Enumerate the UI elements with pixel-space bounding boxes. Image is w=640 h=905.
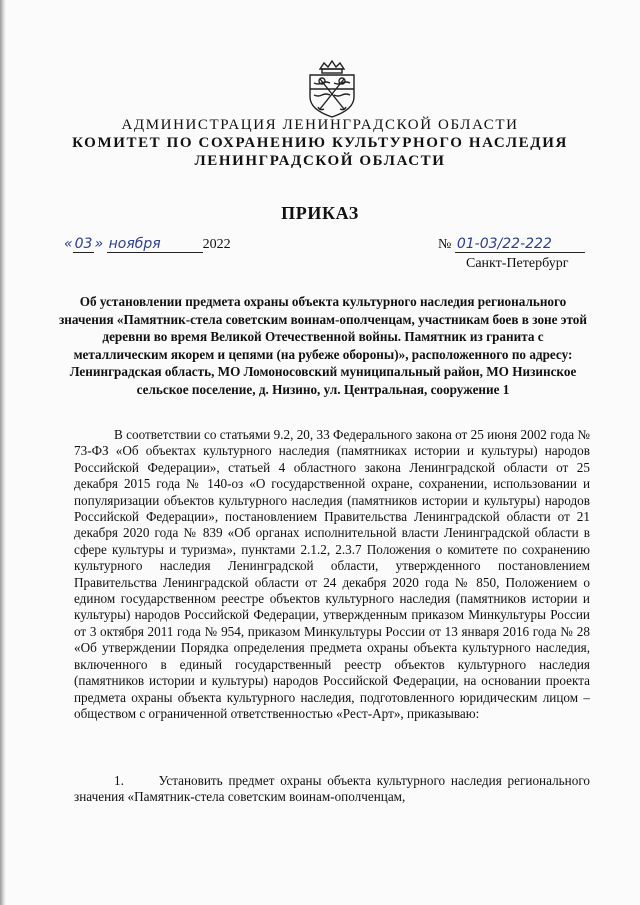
item-number: 1. bbox=[114, 773, 124, 788]
city: Санкт-Петербург bbox=[466, 256, 569, 271]
number-value: 01-03/22-222 bbox=[455, 236, 585, 253]
list-item bbox=[74, 773, 590, 806]
coat-of-arms-icon bbox=[300, 55, 364, 119]
date-month: ноября bbox=[107, 236, 203, 253]
header-region: ЛЕНИНГРАДСКОЙ ОБЛАСТИ bbox=[194, 153, 446, 169]
preamble-paragraph: В соответствии со статьями 9.2, 20, 33 Федерального закона от 25 июня 2002 года № 73-ФЗ «Об объектах культурного наследия (памятниках истории и культуры) народов Российской Федерации», статьей 4 областного закона Ленинградской области от 25 декабря 2015 года № 140-оз «О государственной охране, сохранении, использовании и популяризации объектов культурного наследия (памятников истории и культуры) народов Российской Федерации», постановлением Правительства Ленинградской области от 21 декабря 2020 года № 839 «Об органах исполнительной власти Ленинградской области в сфере культуры и туризма», пунктами 2.1.2, 2.3.7 Положения о комитете по сохранению культурного наследия Ленинградской области, утвержденного постановлением Правительства Ленинградской области от 24 декабря 2020 года № 850, Положением о едином государственном реестре объектов культурного наследия (памятников истории и культуры) народов Российской Федерации, утвержденным приказом Минкультуры России от 3 октября 2011 года № 954, приказом Минкультуры России от 13 января 2016 года № 28 «Об утверждении Порядка определения предмета охраны объекта культурного наследия, включенного в единый государственный реестр объектов культурного наследия (памятников истории и культуры) народов Российской Федерации, на основании проекта предмета охраны объекта культурного наследия, подготовленного юридическим лицом – обществом с ограниченной ответственностью «Рест-Арт», приказываю: bbox=[74, 427, 590, 721]
order-date bbox=[64, 236, 231, 253]
order-subject: Об установлении предмета охраны объекта культурного наследия регионального значения «Памятник-стела советским воинам-ополченцам, участникам боев в зоне этой деревни во время Великой Отечественной войны. Памятник из гранита с металлическим якорем и цепями (на рубеже обороны)», расположенного по адресу: Ленинградская область, МО Ломоносовский муниципальный район, МО Низинское сельское поселение, д. Низино, ул. Центральная, сооружение 1 bbox=[59, 294, 587, 397]
date-close-quote: » bbox=[94, 236, 104, 252]
date-year: 2022 bbox=[202, 237, 231, 252]
header-committee: КОМИТЕТ ПО СОХРАНЕНИЮ КУЛЬТУРНОГО НАСЛЕДИЯ bbox=[72, 135, 568, 151]
order-number bbox=[438, 236, 585, 253]
date-open-quote: « bbox=[64, 236, 73, 252]
order-title: ПРИКАЗ bbox=[281, 203, 359, 223]
item-text: Установить предмет охраны объекта культурного наследия регионального значения «Памятник-стела советским воинам-ополченцам, bbox=[74, 773, 591, 805]
number-prefix: № bbox=[438, 237, 452, 252]
header-administration: АДМИНИСТРАЦИЯ ЛЕНИНГРАДСКОЙ ОБЛАСТИ bbox=[121, 117, 519, 133]
date-day: 03 bbox=[74, 236, 93, 252]
